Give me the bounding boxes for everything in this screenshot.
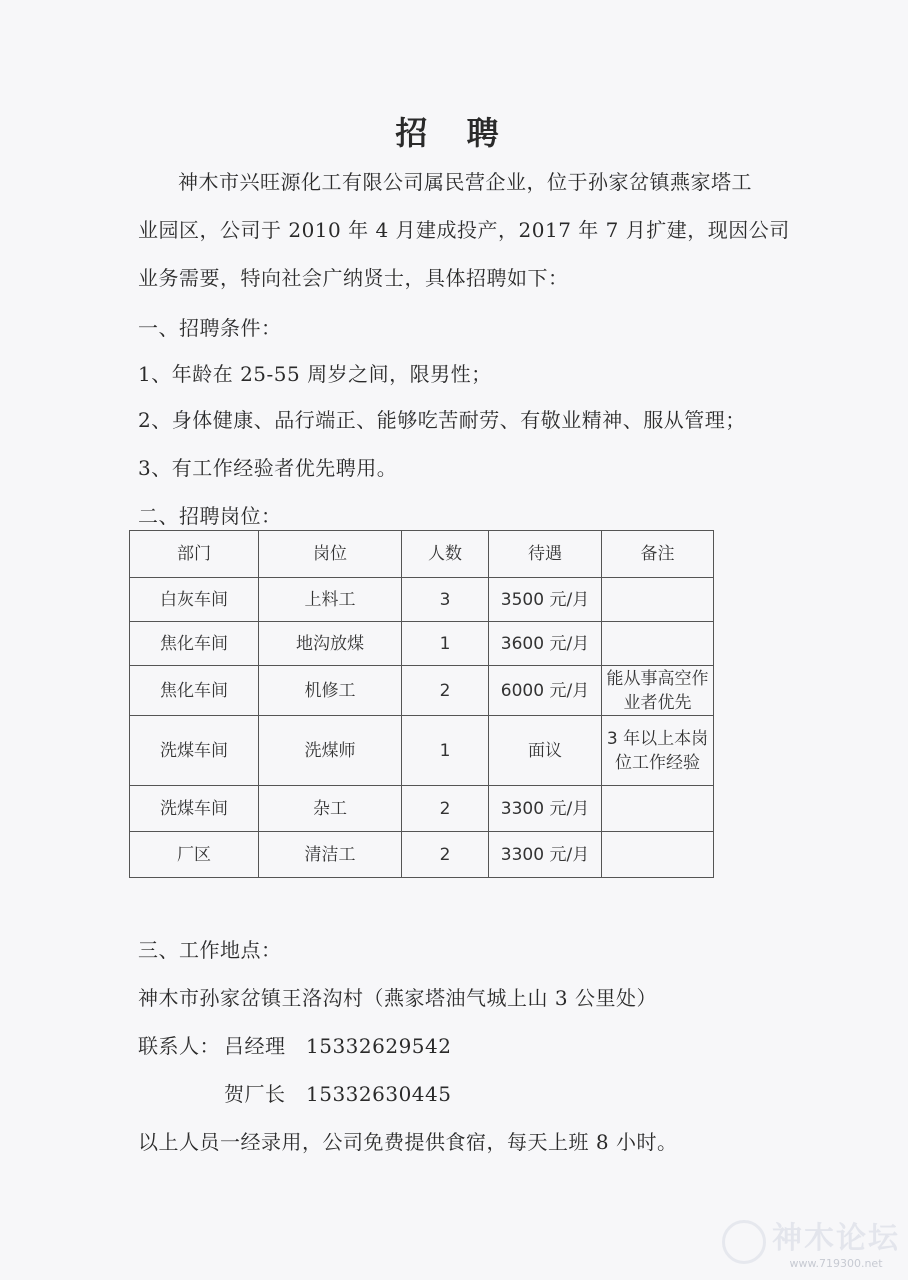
intro-line-3: 业务需要，特向社会广纳贤士，具体招聘如下：: [138, 266, 569, 290]
forum-logo-icon: [722, 1220, 766, 1264]
cell-dept: 焦化车间: [130, 622, 259, 666]
cell-dept: 厂区: [130, 832, 259, 878]
cell-post: 洗煤师: [259, 716, 402, 786]
cell-note: 能从事高空作业者优先: [602, 666, 714, 716]
header-note: 备注: [602, 531, 714, 578]
forum-watermark: [722, 1213, 900, 1270]
header-post: 岗位: [259, 531, 402, 578]
table-row: [130, 622, 714, 666]
condition-item-3: 3、有工作经验者优先聘用。: [138, 456, 398, 480]
cell-dept: 白灰车间: [130, 578, 259, 622]
cell-count: 1: [402, 622, 489, 666]
footer-note: 以上人员一经录用，公司免费提供食宿，每天上班 8 小时。: [138, 1130, 678, 1154]
header-pay: 待遇: [489, 531, 602, 578]
cell-note: [602, 786, 714, 832]
cell-post: 杂工: [259, 786, 402, 832]
cell-pay: 3300 元/月: [489, 786, 602, 832]
cell-note: [602, 622, 714, 666]
cell-pay: 6000 元/月: [489, 666, 602, 716]
section1-heading: 一、招聘条件：: [138, 316, 282, 340]
cell-post: 上料工: [259, 578, 402, 622]
table-row: [130, 832, 714, 878]
cell-count: 3: [402, 578, 489, 622]
cell-post: 地沟放煤: [259, 622, 402, 666]
cell-count: 2: [402, 786, 489, 832]
cell-pay: 3300 元/月: [489, 832, 602, 878]
contact-1: 吕经理 15332629542: [224, 1034, 452, 1058]
contact-label: 联系人：: [138, 1034, 220, 1058]
cell-count: 1: [402, 716, 489, 786]
section2-heading: 二、招聘岗位：: [138, 504, 282, 528]
jobs-table: [129, 530, 714, 878]
cell-note: 3 年以上本岗位工作经验: [602, 716, 714, 786]
table-row: [130, 716, 714, 786]
contact-2: 贺厂长 15332630445: [224, 1082, 452, 1106]
watermark-name: 神木论坛: [772, 1221, 900, 1256]
cell-note: [602, 578, 714, 622]
work-address: 神木市孙家岔镇王洛沟村（燕家塔油气城上山 3 公里处）: [138, 986, 657, 1010]
table-row: [130, 786, 714, 832]
cell-pay: 面议: [489, 716, 602, 786]
header-dept: 部门: [130, 531, 259, 578]
document-title: 招 聘: [395, 114, 513, 152]
cell-post: 机修工: [259, 666, 402, 716]
cell-count: 2: [402, 832, 489, 878]
condition-item-1: 1、年龄在 25-55 周岁之间，限男性；: [138, 362, 492, 386]
cell-dept: 洗煤车间: [130, 716, 259, 786]
cell-dept: 洗煤车间: [130, 786, 259, 832]
cell-pay: 3600 元/月: [489, 622, 602, 666]
watermark-url: www.719300.net: [789, 1257, 883, 1270]
table-row: [130, 578, 714, 622]
header-count: 人数: [402, 531, 489, 578]
cell-dept: 焦化车间: [130, 666, 259, 716]
intro-line-1: 神木市兴旺源化工有限公司属民营企业，位于孙家岔镇燕家塔工: [178, 170, 752, 194]
cell-count: 2: [402, 666, 489, 716]
cell-post: 清洁工: [259, 832, 402, 878]
cell-note: [602, 832, 714, 878]
table-row: [130, 666, 714, 716]
section3-heading: 三、工作地点：: [138, 938, 282, 962]
cell-pay: 3500 元/月: [489, 578, 602, 622]
intro-line-2: 业园区，公司于 2010 年 4 月建成投产，2017 年 7 月扩建，现因公司: [138, 218, 790, 242]
condition-item-2: 2、身体健康、品行端正、能够吃苦耐劳、有敬业精神、服从管理；: [138, 408, 746, 432]
table-header-row: [130, 531, 714, 578]
